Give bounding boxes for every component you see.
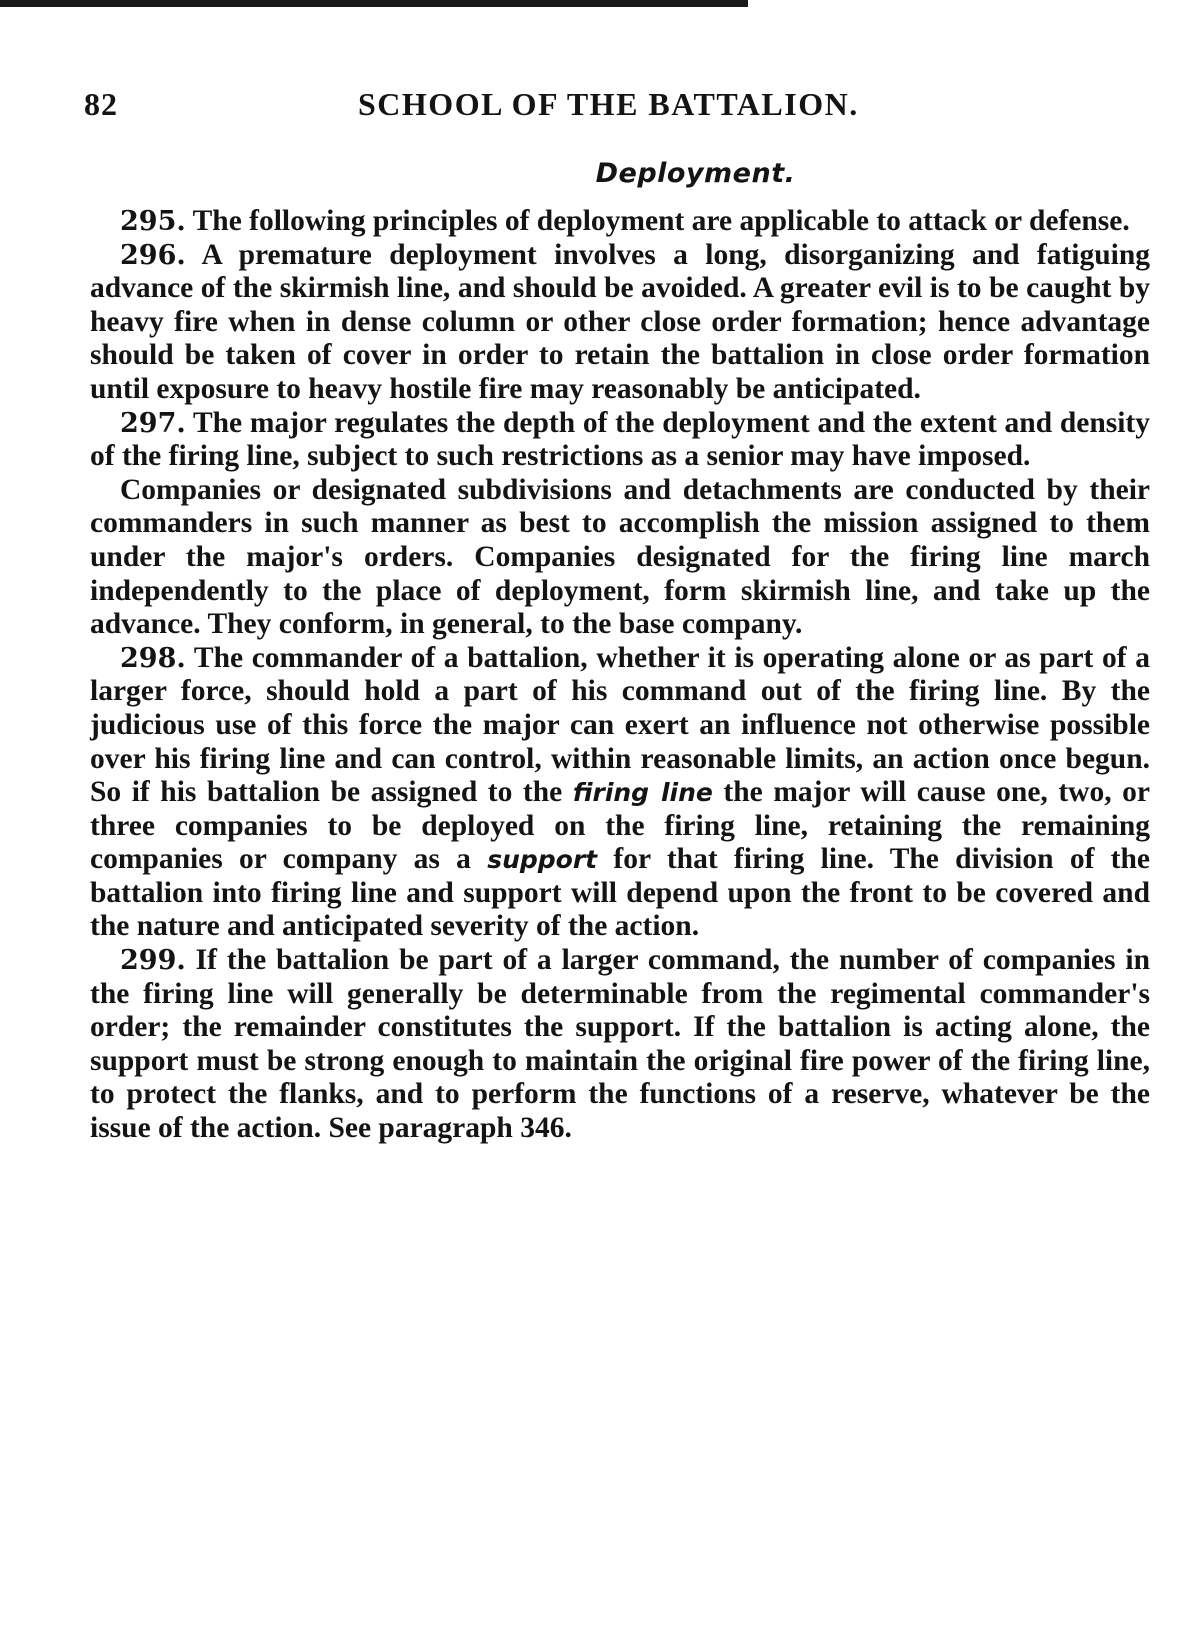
page-header [84, 86, 1154, 132]
running-head: SCHOOL OF THE BATTALION. [358, 86, 859, 122]
paragraph-text: for that firing line. The division of the battalion into firing line and support will depend upon the front to be covered and the nature and anticipated severity of the action. [90, 843, 1151, 943]
paragraph-number: 298. [120, 642, 186, 674]
top-rule [0, 0, 748, 7]
paragraph-text: The major regulates the depth of the deployment and the extent and density of the firing line, subject to such restrictions as a senior may have imposed. [90, 406, 1150, 473]
paragraph-296 [90, 239, 1150, 407]
paragraph-text: If the battalion be part of a larger command, the number of companies in the firing line will generally be determinable from the regimental commander's order; the remainder constitutes the support. If the battalion is acting alone, the support must be strong enough to maintain the original fire power of the firing line, to protect the flanks, and to perform the functions of a reserve, whatever be the issue of the action. See paragraph 346. [90, 944, 1151, 1145]
paragraph-text: the major will cause one, two, or three companies to be deployed on the firing line, retaining the remaining companies or company as a [90, 776, 1151, 876]
paragraph-text: The following principles of deployment are applicable to attack or defense. [192, 205, 1130, 237]
paragraph-text: Companies or designated subdivisions and detachments are conducted by their commanders in such manner as best to accomplish the mission assigned to them under the major's orders. Companies designated for the firing line march independently to the place of deployment, form skirmish line, and take up the advance. They conform, in general, to the base company. [90, 473, 1150, 641]
paragraph-number: 296. [120, 239, 186, 271]
paragraph-number: 295. [120, 206, 186, 237]
body-text [90, 205, 1150, 1146]
italic-term-support: support [487, 845, 598, 875]
paragraph-companies [90, 474, 1150, 642]
paragraph-298 [90, 642, 1150, 944]
section-title: Deployment. [595, 158, 796, 189]
paragraph-text: A premature deployment involves a long, disorganizing and fatiguing advance of the skirmish line, and should be avoided. A greater evil is to be caught by heavy fire when in dense column or other close order formation; hence advantage should be taken of cover in order to retain the battalion in close order formation until exposure to heavy hostile fire may reasonably be anticipated. [90, 238, 1151, 405]
paragraph-299 [90, 944, 1150, 1146]
paragraph-number: 299. [120, 945, 186, 977]
paragraph-text: The commander of a battalion, whether it is operating alone or as part of a larger force, should hold a part of his command out of the firing line. By the judicious use of this force the major can exert an influence not otherwise possible over his firing line and can control, within reasonable limits, an action once begun. So if his battalion be assigned to the [90, 641, 1150, 809]
paragraph-297 [90, 407, 1150, 474]
paragraph-number: 297. [120, 407, 186, 439]
paragraph-295 [90, 205, 1150, 239]
page-number: 82 [84, 86, 118, 122]
italic-term-firing-line: firing line [572, 778, 713, 808]
